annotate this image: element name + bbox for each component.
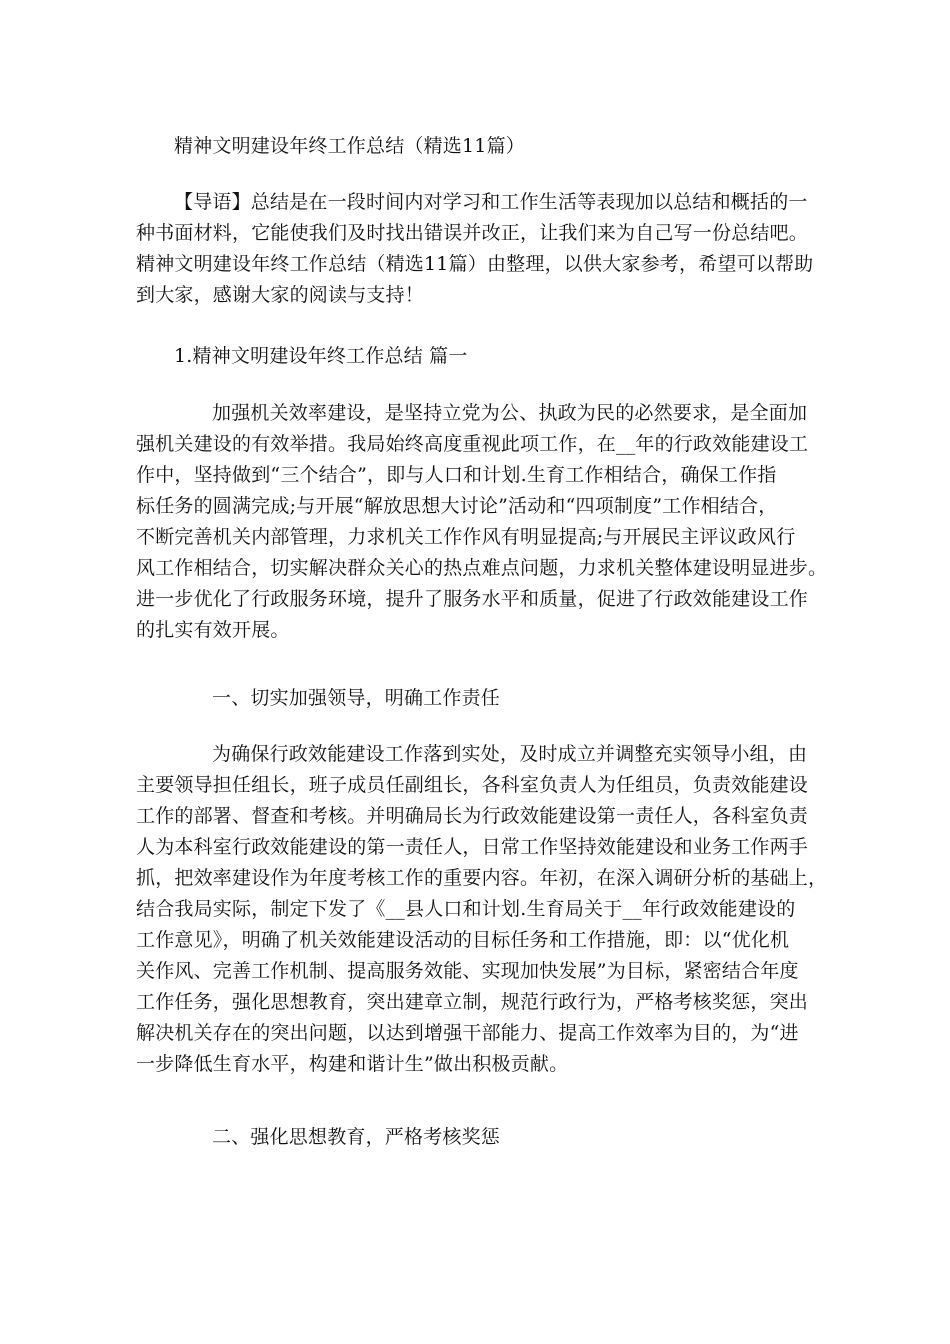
paragraph-line: 工作意见》，明确了机关效能建设活动的目标任务和工作措施，即：以“优化机 [136,929,790,951]
paragraph-line: 结合我局实际，制定下发了《__县人口和计划.生育局关于__年行政效能建设的 [136,898,796,920]
paragraph-line: 标任务的圆满完成;与开展“解放思想大讨论”活动和“四项制度”工作相结合， [136,495,778,517]
paragraph-line: 主要领导担任组长，班子成员任副组长，各科室负责人为任组员，负责效能建设 [136,774,809,796]
paragraph-line: 风工作相结合，切实解决群众关心的热点难点问题，力求机关整体建设明显进步。 [136,557,828,579]
intro-line: 到大家，感谢大家的阅读与支持！ [136,284,425,306]
paragraph-line: 工作任务，强化思想教育，突出建章立制，规范行政行为，严格考核奖惩，突出 [136,991,809,1013]
paragraph-1 [136,398,828,646]
section-heading: 1.精神文明建设年终工作总结 篇一 [174,345,468,367]
paragraph-2 [136,739,828,1080]
subheading-2-block [136,1122,816,1153]
paragraph-line: 的扎实有效开展。 [136,619,290,641]
paragraph-line: 关作风、完善工作机制、提高服务效能、实现加快发展”为目标，紧密结合年度 [136,960,799,982]
paragraph-line: 人为本科室行政效能建设的第一责任人，日常工作坚持效能建设和业务工作两手 [136,836,809,858]
section-heading-block [136,341,816,372]
paragraph-line: 加强机关效率建设，是坚持立党为公、执政为民的必然要求，是全面加 [212,402,808,424]
paragraph-line: 工作的部署、督查和考核。并明确局长为行政效能建设第一责任人，各科室负责 [136,805,809,827]
subheading-1: 一、切实加强领导，明确工作责任 [212,687,501,709]
paragraph-line: 强机关建设的有效举措。我局始终高度重视此项工作，在__年的行政效能建设工 [136,433,809,455]
paragraph-line: 为确保行政效能建设工作落到实处，及时成立并调整充实领导小组，由 [212,743,808,765]
document-title: 精神文明建设年终工作总结（精选11篇） [174,135,525,157]
intro-line: 种书面材料，它能使我们及时找出错误并改正，让我们来为自己写一份总结吧。 [136,222,809,244]
subheading-1-block [136,683,816,714]
paragraph-line: 不断完善机关内部管理，力求机关工作作风有明显提高;与开展民主评议政风行 [136,526,796,548]
paragraph-line: 抓，把效率建设作为年度考核工作的重要内容。年初，在深入调研分析的基础上， [136,867,828,889]
paragraph-line: 解决机关存在的突出问题，以达到增强干部能力、提高工作效率为目的，为“进 [136,1022,799,1044]
intro-paragraph [136,187,816,311]
subheading-2: 二、强化思想教育，严格考核奖惩 [212,1126,501,1148]
paragraph-line: 一步降低生育水平，构建和谐计生”做出积极贡献。 [136,1053,569,1075]
intro-line: 【导语】总结是在一段时间内对学习和工作生活等表现加以总结和概括的一 [174,191,808,213]
paragraph-line: 作中，坚持做到“三个结合”，即与人口和计划.生育工作相结合，确保工作指 [136,464,777,486]
document-title-block [136,131,816,162]
intro-line: 精神文明建设年终工作总结（精选11篇）由整理，以供大家参考，希望可以帮助 [136,253,814,275]
paragraph-line: 进一步优化了行政服务环境，提升了服务水平和质量，促进了行政效能建设工作 [136,588,809,610]
